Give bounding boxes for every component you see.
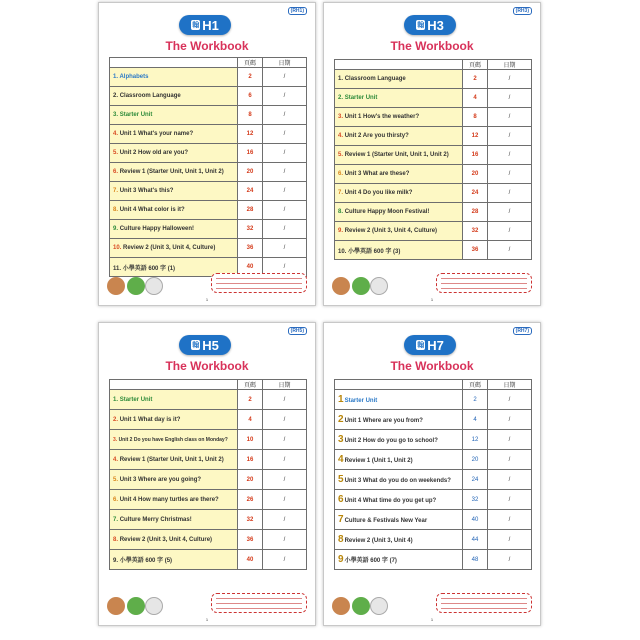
row-number: 10. (113, 245, 122, 251)
ghost-icon (145, 597, 163, 615)
row-number: 5 (338, 474, 344, 485)
table-row (335, 530, 532, 550)
row-page: 4 (463, 89, 488, 108)
row-date: / (263, 182, 307, 201)
row-date: / (263, 430, 307, 450)
crocodile-icon (127, 597, 145, 615)
row-title: Starter Unit (344, 398, 378, 404)
footer-decoration (107, 269, 309, 295)
row-page: 32 (463, 490, 488, 510)
row-title: Classroom Language (119, 93, 181, 99)
row-page: 12 (238, 125, 263, 144)
row-page: 20 (463, 165, 488, 184)
monkey-icon (332, 277, 350, 295)
row-date: / (488, 108, 532, 127)
book-code: (RH5) (288, 327, 307, 335)
table-row (110, 239, 307, 258)
row-number: 2 (338, 414, 344, 425)
contents-table (109, 379, 307, 570)
table-row (110, 550, 307, 570)
page-number: 1 (430, 297, 434, 302)
badge-prefix: 翰 (192, 342, 200, 349)
row-page: 20 (238, 163, 263, 182)
row-page: 28 (463, 203, 488, 222)
row-date: / (263, 390, 307, 410)
row-number: 4. (338, 133, 344, 139)
row-title: Review 2 (Unit 3, Unit 4) (344, 538, 413, 544)
row-page: 24 (238, 182, 263, 201)
row-title: Unit 1 Where are you from? (344, 418, 423, 424)
row-page: 32 (238, 220, 263, 239)
table-row (335, 470, 532, 490)
row-date: / (263, 68, 307, 87)
table-row (110, 125, 307, 144)
table-row (110, 163, 307, 182)
table-row (335, 184, 532, 203)
row-page: 40 (238, 258, 263, 277)
row-number: 7. (338, 190, 344, 196)
row-number: 8. (338, 209, 344, 215)
row-number: 1. (338, 76, 344, 82)
row-title: Unit 3 What's this? (119, 188, 174, 194)
row-title: Culture Merry Christmas! (119, 516, 192, 523)
workbook-card-h7 (323, 322, 541, 626)
workbook-card-h5 (98, 322, 316, 626)
footer-decoration (107, 589, 309, 615)
badge-prefix: 翰 (417, 342, 425, 349)
workbook-title: The Workbook (165, 359, 249, 373)
table-row (335, 127, 532, 146)
row-date: / (263, 510, 307, 530)
row-title: Unit 2 How do you go to school? (344, 438, 438, 444)
row-title: Culture Happy Halloween! (119, 226, 195, 232)
row-date: / (488, 390, 532, 410)
badge-level: H3 (427, 17, 444, 33)
row-number: 9. (113, 558, 119, 564)
table-header (110, 380, 307, 390)
row-date: / (488, 530, 532, 550)
row-number: 2. (113, 93, 119, 99)
badge-level: H1 (202, 17, 219, 33)
row-number: 6. (338, 171, 344, 177)
row-number: 2. (338, 95, 344, 101)
table-row (335, 510, 532, 530)
monkey-icon (107, 597, 125, 615)
row-date: / (488, 127, 532, 146)
row-date: / (488, 450, 532, 470)
row-title: Unit 3 What are these? (344, 171, 410, 177)
row-title: Unit 4 What time do you get up? (344, 498, 437, 504)
level-badge (179, 15, 231, 35)
row-page: 12 (463, 430, 488, 450)
table-header (110, 58, 307, 68)
row-title: Review 1 (Starter Unit, Unit 1, Unit 2) (119, 456, 224, 463)
row-title: Unit 1 What day is it? (119, 416, 181, 423)
row-title: Review 1 (Unit 1, Unit 2) (344, 458, 413, 464)
row-number: 4 (338, 454, 344, 465)
row-date: / (263, 450, 307, 470)
page-number: 1 (205, 617, 209, 622)
row-number: 5. (113, 150, 119, 156)
row-date: / (263, 87, 307, 106)
row-title: Starter Unit (119, 112, 153, 118)
badge-level: H7 (427, 337, 444, 353)
row-number: 1. (113, 74, 119, 80)
table-row (110, 106, 307, 125)
col-pages: 頁碼 (463, 60, 488, 70)
level-badge (179, 335, 231, 355)
row-title: 小學英語 600 字 (5) (119, 558, 173, 564)
row-date: / (263, 258, 307, 277)
table-row (335, 241, 532, 260)
row-page: 40 (238, 550, 263, 570)
row-number: 1. (113, 396, 119, 403)
row-title: Culture Happy Moon Festival! (344, 209, 430, 215)
row-page: 2 (463, 390, 488, 410)
row-title: 小學英語 600 字 (7) (344, 558, 397, 564)
row-page: 32 (463, 222, 488, 241)
row-number: 10. (338, 248, 347, 255)
row-number: 7. (113, 516, 119, 523)
table-row (110, 430, 307, 450)
ghost-icon (370, 597, 388, 615)
table-row (110, 410, 307, 430)
row-page: 16 (238, 144, 263, 163)
note-box (211, 593, 307, 613)
row-title: 小學英語 600 字 (3) (348, 248, 401, 255)
book-code: (RH1) (288, 7, 307, 15)
row-title: Review 1 (Starter Unit, Unit 1, Unit 2) (344, 152, 449, 158)
table-row (335, 222, 532, 241)
note-box (436, 593, 532, 613)
row-date: / (263, 106, 307, 125)
table-row (335, 108, 532, 127)
row-date: / (488, 410, 532, 430)
row-date: / (488, 470, 532, 490)
badge-prefix: 翰 (192, 22, 200, 29)
row-title: Culture & Festivals New Year (344, 518, 428, 524)
row-date: / (488, 241, 532, 260)
row-title: Unit 2 Do you have English class on Monday? (118, 436, 228, 443)
page-number: 1 (205, 297, 209, 302)
row-number: 9. (113, 226, 119, 232)
col-pages: 頁碼 (463, 380, 488, 390)
table-row (335, 203, 532, 222)
row-title: Unit 4 How many turtles are there? (119, 496, 219, 503)
crocodile-icon (127, 277, 145, 295)
workbook-title: The Workbook (390, 359, 474, 373)
row-number: 4. (113, 456, 119, 463)
row-date: / (488, 89, 532, 108)
monkey-icon (332, 597, 350, 615)
workbook-title: The Workbook (165, 39, 249, 53)
table-row (110, 201, 307, 220)
row-page: 16 (238, 450, 263, 470)
table-row (110, 390, 307, 410)
row-title: Starter Unit (119, 396, 153, 403)
row-date: / (488, 430, 532, 450)
table-row (110, 450, 307, 470)
row-page: 36 (238, 239, 263, 258)
row-date: / (263, 125, 307, 144)
row-date: / (263, 550, 307, 570)
row-number: 1 (338, 394, 344, 405)
table-header (335, 60, 532, 70)
table-row (335, 410, 532, 430)
row-date: / (263, 163, 307, 182)
note-box (436, 273, 532, 293)
row-page: 16 (463, 146, 488, 165)
row-title: Unit 2 Are you thirsty? (344, 133, 409, 139)
table-row (335, 146, 532, 165)
table-header (335, 380, 532, 390)
col-date: 日期 (488, 60, 532, 70)
row-title: Review 2 (Unit 3, Unit 4, Culture) (119, 536, 213, 543)
row-title: Unit 3 What do you do on weekends? (344, 478, 451, 484)
col-date: 日期 (263, 58, 307, 68)
row-date: / (488, 70, 532, 89)
table-row (335, 390, 532, 410)
row-number: 5. (338, 152, 344, 158)
row-date: / (488, 184, 532, 203)
table-row (335, 165, 532, 184)
row-number: 9 (338, 554, 344, 565)
row-page: 28 (238, 201, 263, 220)
row-number: 8. (113, 207, 119, 213)
row-title: Unit 1 How's the weather? (344, 114, 420, 120)
row-title: Alphabets (119, 74, 149, 80)
row-date: / (263, 470, 307, 490)
workbook-card-h3 (323, 2, 541, 306)
row-date: / (488, 490, 532, 510)
row-title: Unit 4 What color is it? (119, 207, 185, 213)
row-number: 2. (113, 416, 119, 423)
contents-table (334, 379, 532, 570)
col-pages: 頁碼 (238, 380, 263, 390)
contents-table (334, 59, 532, 260)
table-row (335, 490, 532, 510)
footer-decoration (332, 269, 534, 295)
row-date: / (488, 510, 532, 530)
row-page: 2 (238, 390, 263, 410)
level-badge (404, 15, 456, 35)
row-title: 小學英語 600 字 (1) (122, 265, 176, 272)
page-number: 1 (430, 617, 434, 622)
table-row (110, 220, 307, 239)
table-row (110, 68, 307, 87)
table-row (110, 87, 307, 106)
row-page: 40 (463, 510, 488, 530)
row-date: / (263, 144, 307, 163)
table-row (110, 510, 307, 530)
row-date: / (488, 165, 532, 184)
table-row (335, 70, 532, 89)
row-number: 8 (338, 534, 344, 545)
row-page: 2 (238, 68, 263, 87)
table-row (335, 89, 532, 108)
workbook-title: The Workbook (390, 39, 474, 53)
table-row (110, 182, 307, 201)
row-title: Review 1 (Starter Unit, Unit 1, Unit 2) (119, 169, 224, 175)
row-page: 8 (238, 106, 263, 125)
badge-prefix: 翰 (417, 22, 425, 29)
table-row (110, 530, 307, 550)
crocodile-icon (352, 277, 370, 295)
table-row (110, 470, 307, 490)
workbook-card-h1 (98, 2, 316, 306)
row-page: 44 (463, 530, 488, 550)
table-row (335, 450, 532, 470)
row-date: / (488, 550, 532, 570)
footer-decoration (332, 589, 534, 615)
book-code: (RH3) (513, 7, 532, 15)
row-page: 4 (463, 410, 488, 430)
row-number: 6. (113, 169, 119, 175)
row-number: 5. (113, 476, 119, 483)
badge-level: H5 (202, 337, 219, 353)
ghost-icon (145, 277, 163, 295)
row-page: 10 (238, 430, 263, 450)
row-page: 36 (463, 241, 488, 260)
row-page: 24 (463, 470, 488, 490)
row-title: Classroom Language (344, 76, 406, 82)
row-number: 7. (113, 188, 119, 194)
table-row (110, 490, 307, 510)
row-title: Starter Unit (344, 95, 378, 101)
row-date: / (488, 203, 532, 222)
row-date: / (488, 146, 532, 165)
row-number: 3. (113, 112, 119, 118)
contents-table (109, 57, 307, 277)
book-code: (RH7) (513, 327, 532, 335)
row-page: 20 (238, 470, 263, 490)
row-title: Unit 4 Do you like milk? (344, 190, 413, 196)
note-box (211, 273, 307, 293)
row-page: 48 (463, 550, 488, 570)
row-number: 6 (338, 494, 344, 505)
row-date: / (263, 239, 307, 258)
row-number: 11. (113, 265, 122, 272)
row-page: 32 (238, 510, 263, 530)
col-date: 日期 (488, 380, 532, 390)
row-title: Unit 2 How old are you? (119, 150, 189, 156)
row-number: 4. (113, 131, 119, 137)
row-number: 3. (338, 114, 344, 120)
row-page: 12 (463, 127, 488, 146)
row-page: 4 (238, 410, 263, 430)
row-title: Review 2 (Unit 3, Unit 4, Culture) (123, 245, 216, 251)
row-number: 3. (113, 436, 118, 443)
table-row (335, 430, 532, 450)
row-title: Unit 3 Where are you going? (119, 476, 202, 483)
row-date: / (488, 222, 532, 241)
row-number: 8. (113, 536, 119, 543)
row-number: 7 (338, 514, 344, 525)
row-title: Review 2 (Unit 3, Unit 4, Culture) (344, 228, 438, 234)
row-number: 6. (113, 496, 119, 503)
row-date: / (263, 410, 307, 430)
row-page: 2 (463, 70, 488, 89)
row-number: 9. (338, 228, 344, 234)
crocodile-icon (352, 597, 370, 615)
row-date: / (263, 201, 307, 220)
row-date: / (263, 530, 307, 550)
row-page: 36 (238, 530, 263, 550)
row-page: 24 (463, 184, 488, 203)
col-date: 日期 (263, 380, 307, 390)
row-page: 8 (463, 108, 488, 127)
level-badge (404, 335, 456, 355)
row-number: 3 (338, 434, 344, 445)
row-page: 6 (238, 87, 263, 106)
table-row (110, 144, 307, 163)
table-row (335, 550, 532, 570)
monkey-icon (107, 277, 125, 295)
row-title: Unit 1 What's your name? (119, 131, 194, 137)
row-page: 26 (238, 490, 263, 510)
ghost-icon (370, 277, 388, 295)
row-date: / (263, 220, 307, 239)
row-page: 20 (463, 450, 488, 470)
col-pages: 頁碼 (238, 58, 263, 68)
row-date: / (263, 490, 307, 510)
